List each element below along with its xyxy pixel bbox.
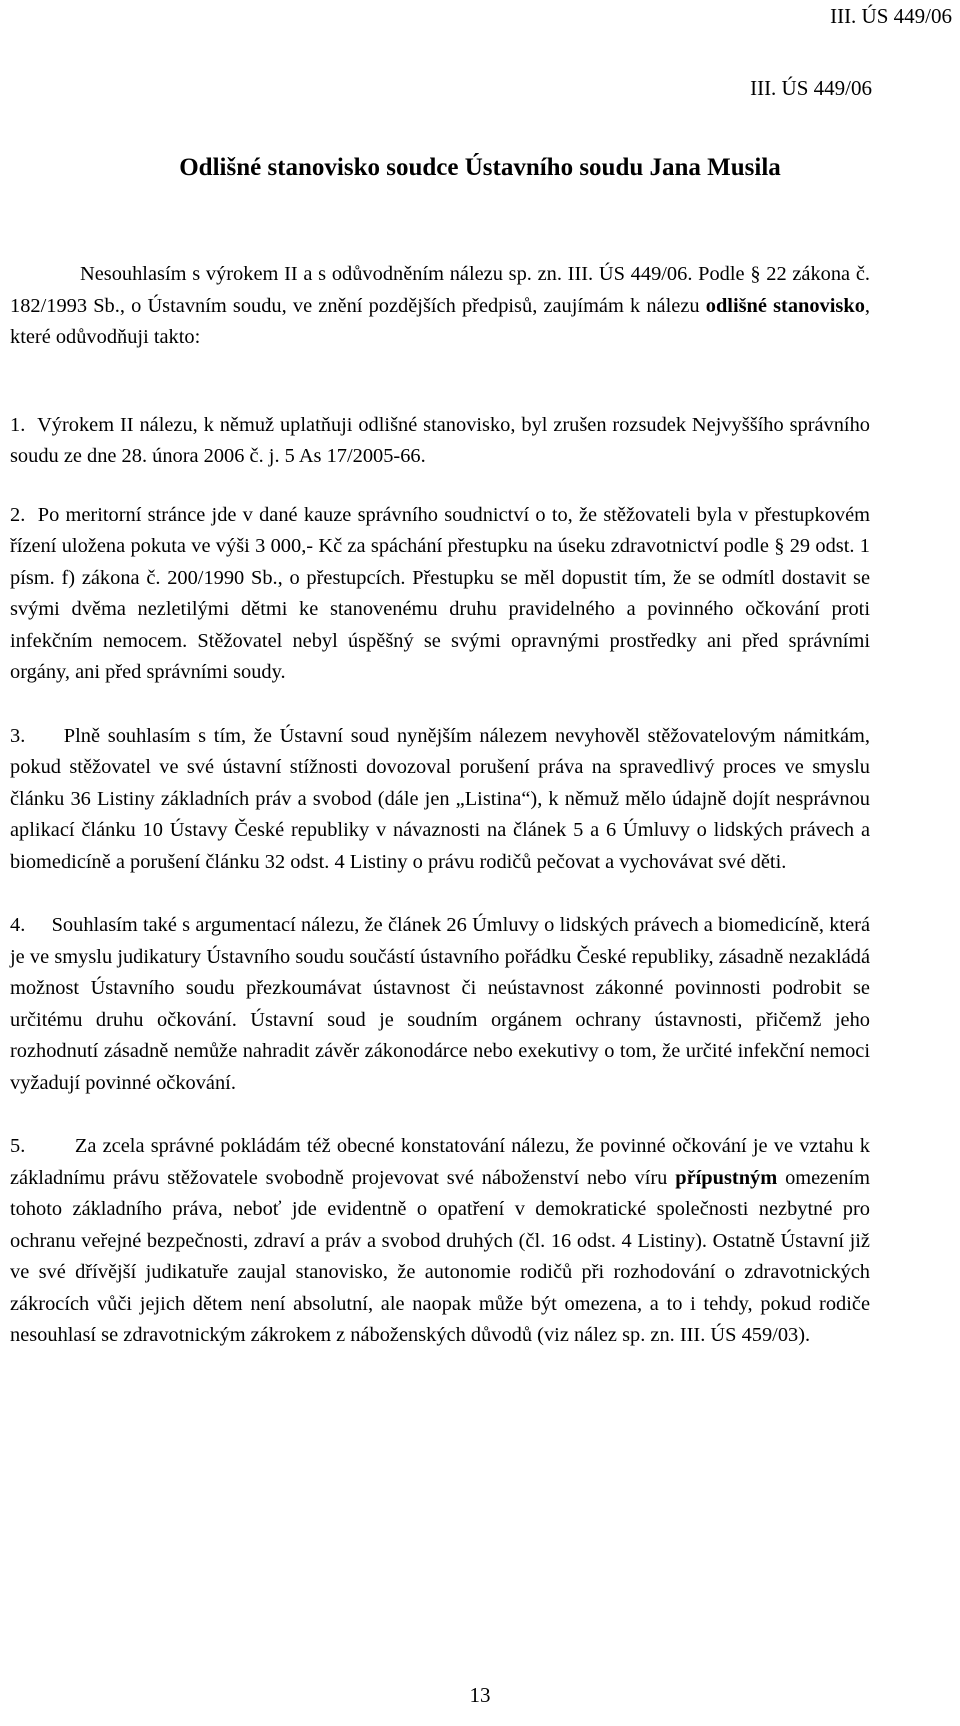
paragraph-5-bold-word: přípustným [675, 1166, 778, 1189]
page-number: 13 [469, 1683, 491, 1707]
paragraph-5 [10, 1131, 870, 1352]
intro-text-end: , které odůvodňuji takto: [10, 294, 871, 348]
document-body [10, 259, 870, 1352]
case-reference: III. ÚS 449/06 [750, 76, 872, 100]
paragraph-1: 1. Výrokem II nálezu, k němuž uplatňuji odlišné stanovisko, byl zrušen rozsudek Nejvyššího správního soudu ze dne 28. února 2006 č. j. 5 As 17/2005-66. [10, 413, 870, 467]
paragraph-4: 4. Souhlasím také s argumentací nálezu, že článek 26 Úmluvy o lidských právech a biomedicíně, která je ve smyslu judikatury Ústavního soudu součástí ústavního pořádku České republiky, zásadně nezakládá možnost Ústavního soudu přezkoumávat ústavnost či neústavnost zákonné povinnosti podrobit se určitému druhu očkování. Ústavní soud je soudním orgánem ochrany ústavnosti, přičemž jeho rozhodnutí zásadně nemůže nahradit závěr zákonodárce nebo exekutivy o tom, že určité infekční nemoci vyžadují povinné očkování. [10, 914, 870, 1094]
corner-case-reference: III. ÚS 449/06 [830, 4, 952, 28]
paragraph-5-text-end: omezením tohoto základního práva, neboť jde evidentně o opatření v demokratické společnosti nezbytné pro ochranu veřejné bezpečnosti, zdraví a práv a svobod druhých (čl. 16 odst. 4 Listiny). Ostatně Ústavní již ve své dřívější judikatuře zaujal stanovisko, že autonomie rodičů při rozhodování o zdravotnických zákrocích vůči jejich dětem není absolutní, ale naopak může být omezena, a to i tehdy, pokud rodiče nesouhlasí se zdravotnickým zákrokem z náboženských důvodů (viz nález sp. zn. III. ÚS 459/03). [10, 1166, 871, 1346]
intro-paragraph [10, 259, 870, 354]
paragraph-2: 2. Po meritorní stránce jde v dané kauze správního soudnictví o to, že stěžovateli byla v přestupkovém řízení uložena pokuta ve výši 3 000,- Kč za spáchání přestupku na úseku zdravotnictví podle § 29 odst. 1 písm. f) zákona č. 200/1990 Sb., o přestupcích. Přestupku se měl dopustit tím, že se odmítl dostavit se svými dvěma nezletilými dětmi ke stanovenému druhu pravidelného a povinného očkování proti infekčním nemocem. Stěžovatel nebyl úspěšný se svými opravnými prostředky ani před správními orgány, ani před správními soudy. [10, 503, 870, 683]
document-title: Odlišné stanovisko soudce Ústavního soudu Jana Musila [179, 154, 781, 181]
intro-bold-phrase: odlišné stanovisko [705, 294, 865, 317]
paragraph-5-text-start: 5. Za zcela správné pokládám též obecné konstatování nálezu, že povinné očkování je ve vztahu k základnímu právu stěžovatele svobodně projevovat své náboženství nebo víru [10, 1135, 870, 1189]
intro-text-start: Nesouhlasím s výrokem II a s odůvodněním nálezu sp. zn. III. ÚS 449/06. Podle § 22 zákona č. 182/1993 Sb., o Ústavním soudu, ve znění pozdějších předpisů, zaujímám k nálezu [10, 263, 870, 317]
paragraph-3: 3. Plně souhlasím s tím, že Ústavní soud nynějším nálezem nevyhověl stěžovatelovým námitkám, pokud stěžovatel ve své ústavní stížnosti dovozoval porušení práva na spravedlivý proces ve smyslu článku 36 Listiny základních práv a svobod (dále jen „Listina“), k němuž mělo údajně dojít nesprávnou aplikací článku 10 Ústavy České republiky v návaznosti na článek 5 a 6 Úmluvy o lidských právech a biomedicíně a porušení článku 32 odst. 4 Listiny o právu rodičů pečovat a vychovávat své děti. [10, 724, 870, 873]
